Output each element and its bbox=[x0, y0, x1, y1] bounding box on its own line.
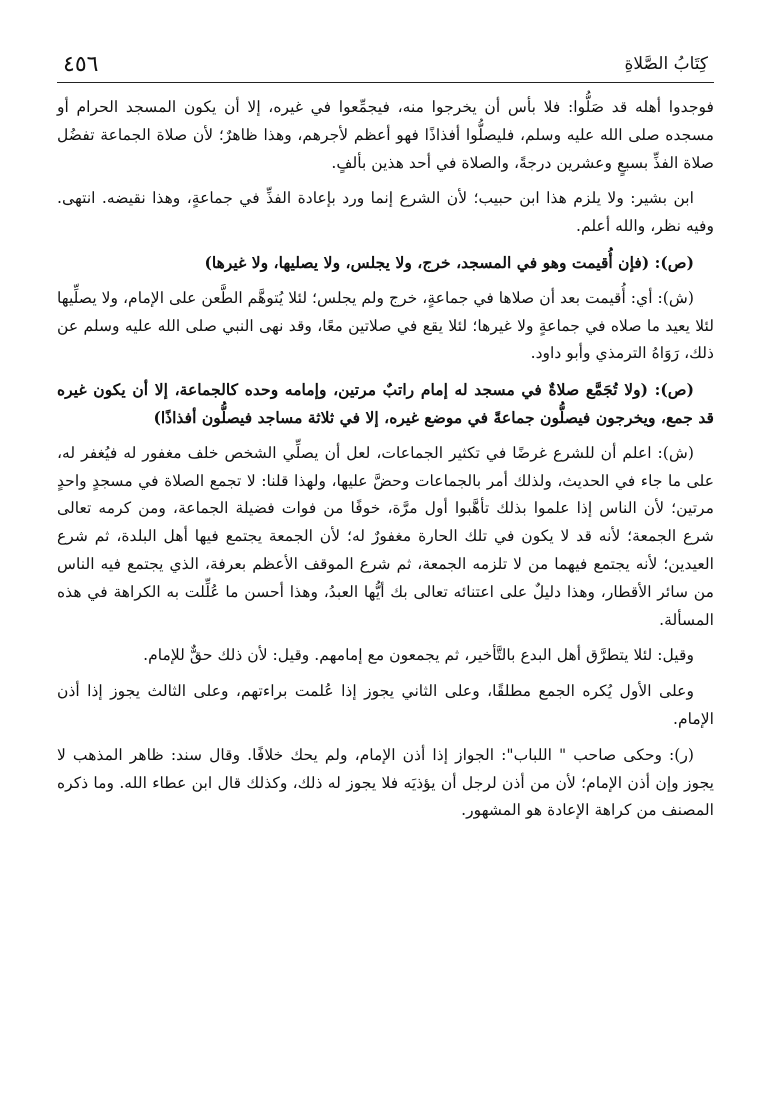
paragraph-6: وعلى الأول يُكره الجمع مطلقًا، وعلى الثاني يجوز إذا عُلمت براءتهم، وعلى الثالث يجوز إذا أذن الإمام. bbox=[57, 682, 714, 728]
matn-paragraph-2: (ص): (ولا تُجَمَّع صلاةٌ في مسجد له إمام راتبٌ مرتين، وإمامه وحده كالجماعة، إلا أن يكون غيره قد جمع، ويخرجون فيصلُّون جماعةً في موضع غيره، إلا في ثلاثة مساجد فيصلُّون أفذاذًا) bbox=[57, 380, 714, 427]
paragraph-7: (ر): وحكى صاحب " اللباب": الجواز إذا أذن الإمام، ولم يحك خلافًا. وقال سند: ظاهر المذهب لا يجوز وإن أذن الإمام؛ لأن من أذن لرجل أن يؤذيَه فلا يجوز له ذلك، وكذلك قال ابن عطاء الله. وما ذكره المصنف من كراهة الإعادة هو المشهور. bbox=[57, 745, 714, 820]
page-number: ٤٥٦ bbox=[63, 52, 99, 77]
paragraph-2: ابن بشير: ولا يلزم هذا ابن حبيب؛ لأن الشرع إنما ورد بإعادة الفذِّ في جماعةٍ، وهذا نقيضه. انتهى. وفيه نظر، والله أعلم. bbox=[57, 189, 714, 236]
paragraph-1: فوجدوا أهله قد صَلُّوا: فلا بأس أن يخرجوا منه، فيجمِّعوا في غيره، إلا أن يكون المسجد الحرام أو مسجده صلى الله عليه وسلم، فليصلُّوا أفذاذًا فهو أعظم لأجرهم، وهذا ظاهرٌ؛ لأن صلاة الجماعة تفضُل صلاة الفذِّ بسبعٍ وعشرين درجةً، والصلاة في أحد هذين بألفٍ. bbox=[57, 98, 714, 172]
paragraph-4: (ش): اعلم أن للشرع غرضًا في تكثير الجماعات، لعل أن يصلِّي الشخص خلف مغفور له فيُغفر له، على ما جاء في الحديث، ولذلك أمر بالجماعات وحضَّ عليها، ولهذا قلنا: لا تجمع الصلاة في مسجدٍ واحدٍ مرتين؛ لأن الناس إذا علموا بذلك تأهَّبوا أول مرَّة، خوفًا من فوات فضيلة الجماعة، ومن كرمه تعالى شرع الجمعة؛ لأنه قد لا يكون في تلك الحارة مغفورٌ له؛ لأن الجمعة يجتمع فيها أهل البلدة، ثم شرع العيدين؛ لأنه يجتمع فيهما من لا تلزمه الجمعة، ثم شرع الموقف الأعظم بعرفة، الذي يجتمع فيه الناس من سائر الأقطار، وهذا دليلٌ على اعتنائه تعالى بك أيُّها العبدُ، وهذا أحسن ما عُلِّلت به الكراهة في هذه المسألة. bbox=[57, 443, 714, 629]
page-body bbox=[57, 94, 714, 833]
paragraph-5: وقيل: لئلا يتطرَّق أهل البدع بالتَّأخير، ثم يجمعون مع إمامهم. وقيل: لأن ذلك حقٌّ للإمام. bbox=[143, 646, 694, 665]
matn-paragraph-1: (ص): (فإن أُقيمت وهو في المسجد، خرج، ولا يجلس، ولا يصليها، ولا غيرها) bbox=[204, 252, 694, 272]
paragraph-3: (ش): أي: أُقيمت بعد أن صلاها في جماعةٍ، خرج ولم يجلس؛ لئلا يُتوهَّم الطَّعن على الإمام، ولا يصلِّيها لئلا يعيد ما صلاه في جماعةٍ ولا غيرها؛ لئلا يقع في صلاتين معًا، وقد نهى النبي صلى الله عليه وسلم عن ذلك، رَوَاهُ الترمذي وأبو داود. bbox=[57, 288, 714, 363]
page-header bbox=[57, 48, 714, 83]
running-title: كِتَابُ الصَّلاةِ bbox=[624, 54, 708, 74]
